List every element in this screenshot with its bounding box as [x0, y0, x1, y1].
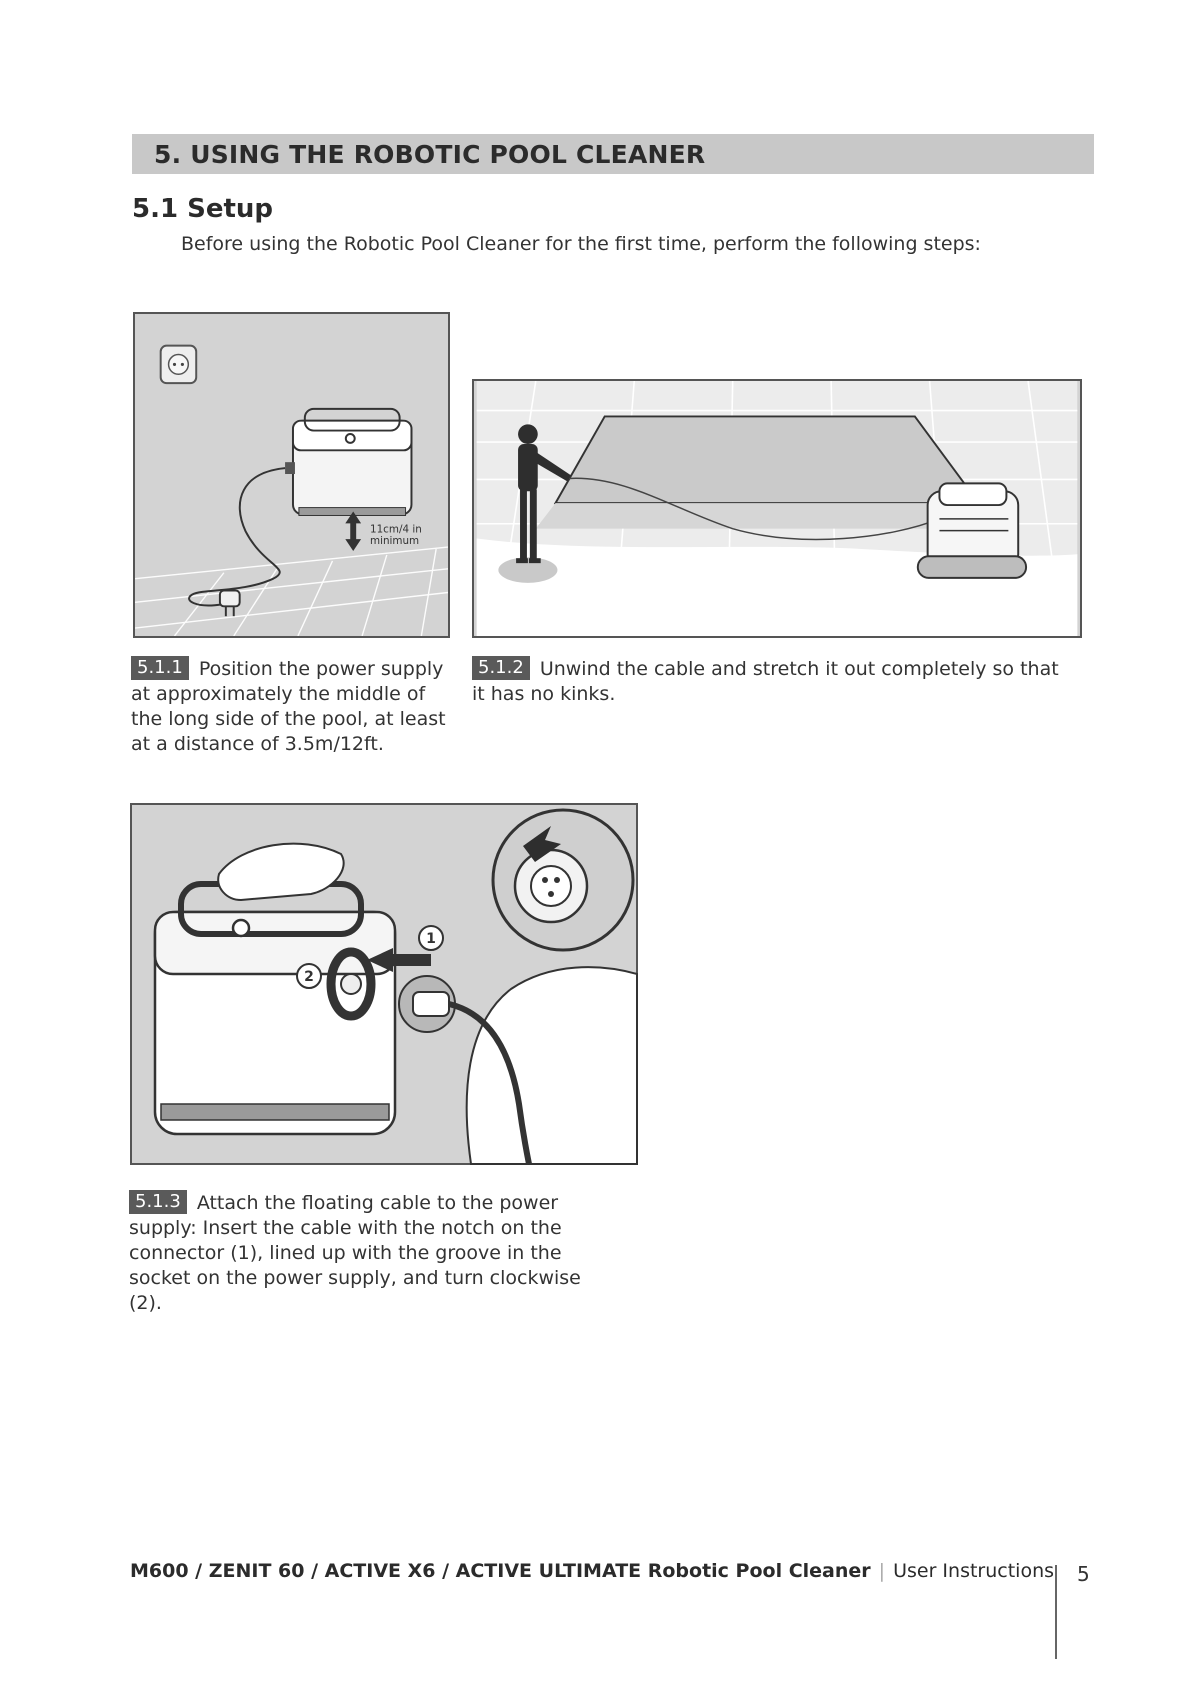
- pool-cable-illustration: [474, 381, 1080, 636]
- figure-cable-stretch: [472, 379, 1082, 638]
- step-number-badge: 5.1.2: [472, 656, 530, 680]
- marker-1-label: 1: [426, 931, 436, 947]
- footer-separator: |: [878, 1560, 886, 1582]
- figure-power-supply-placement: [133, 312, 450, 638]
- footer-divider: [1055, 1565, 1057, 1659]
- page-number: 5: [1077, 1562, 1090, 1586]
- attach-cable-illustration: [131, 804, 637, 1164]
- clearance-label: 11cm/4 in: [369, 523, 422, 536]
- section-heading-bar: [132, 134, 1094, 174]
- step-text: Attach the floating cable to the power supply: Insert the cable with the notch on the connector (1), lined up with the groove in the socket on the power supply, and turn clockwise (2).: [129, 1192, 581, 1314]
- pool-water-area: [555, 416, 978, 503]
- connector-detail-circle: [493, 810, 633, 950]
- step-5-1-1: [131, 656, 451, 757]
- robot-cleaner-icon: [918, 483, 1026, 578]
- footer-doc-type: User Instructions: [893, 1560, 1055, 1582]
- step-number-badge: 5.1.1: [131, 656, 189, 680]
- power-supply-illustration: [135, 314, 448, 636]
- marker-2-icon: [297, 964, 321, 988]
- clearance-label-minimum: minimum: [369, 535, 420, 548]
- figure-attach-cable: [131, 804, 637, 1164]
- marker-2-label: 2: [304, 969, 314, 985]
- page-footer: [130, 1560, 1054, 1582]
- wall-socket-icon: [161, 346, 197, 384]
- step-text: Position the power supply at approximately the middle of the long side of the pool, at least at a distance of 3.5m/12ft.: [131, 658, 446, 755]
- subsection-title: 5.1 Setup: [132, 194, 274, 224]
- step-text: Unwind the cable and stretch it out completely so that it has no kinks.: [472, 658, 1059, 705]
- power-supply-box-icon: [285, 409, 411, 516]
- step-5-1-2: [472, 656, 1072, 707]
- intro-text: Before using the Robotic Pool Cleaner for the first time, perform the following steps:: [181, 233, 981, 255]
- marker-1-icon: [419, 926, 443, 950]
- section-title: 5. USING THE ROBOTIC POOL CLEANER: [154, 139, 706, 169]
- step-number-badge: 5.1.3: [129, 1190, 187, 1214]
- step-5-1-3: [129, 1190, 609, 1316]
- footer-product-name: M600 / ZENIT 60 / ACTIVE X6 / ACTIVE ULTIMATE Robotic Pool Cleaner: [130, 1560, 871, 1582]
